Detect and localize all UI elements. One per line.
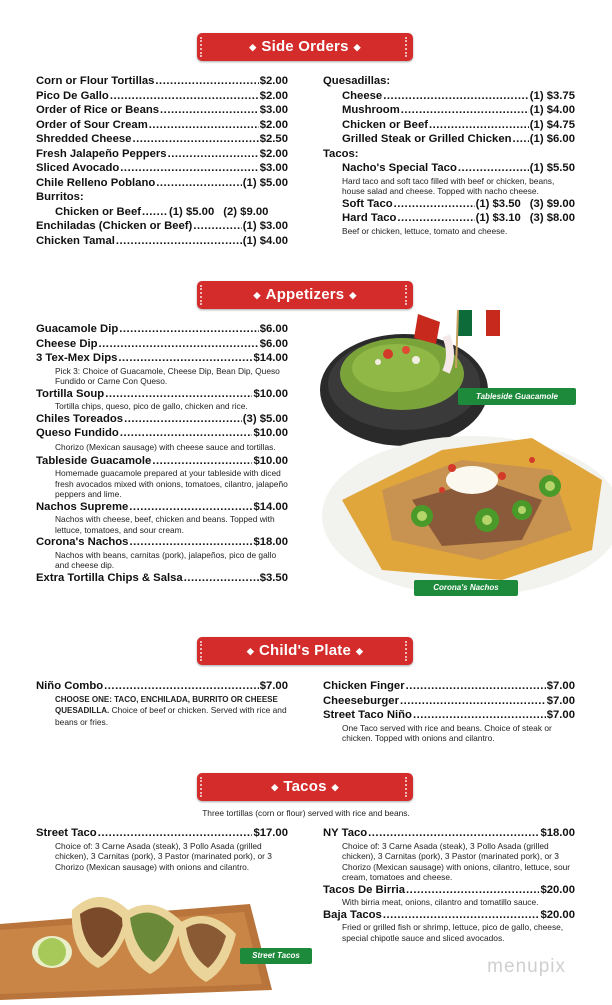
diamond-icon: ◆ [253, 290, 261, 300]
menu-item: Sliced Avocado ..... $3.00 [36, 161, 288, 176]
menu-item: Chiles Toreados ..... (3) $5.00 [36, 412, 288, 427]
menu-item: NY Taco ..... $18.00 [323, 826, 575, 841]
menu-item: Tortilla Soup ..... $10.00 [36, 387, 288, 402]
item-description: Tortilla chips, queso, pico de gallo, chicken and rice. [55, 401, 248, 411]
item-description: Nachos with beans, carnitas (pork), jalapeños, pico de gallo and cheese dip. [55, 549, 277, 570]
tacos-right [323, 826, 575, 943]
menu-item: Hard Taco ..... (1) $3.10 (3) $8.00 [323, 211, 575, 226]
diamond-icon: ◆ [271, 782, 279, 792]
appetizers-list [36, 322, 288, 585]
section-title: Appetizers [265, 286, 345, 303]
menu-item: Chicken or Beef ..... (1) $5.00 (2) $9.00 [36, 205, 288, 220]
menu-item: Street Taco ..... $17.00 [36, 826, 288, 841]
menu-item: Chile Relleno Poblano ..... (1) $5.00 [36, 176, 288, 191]
menu-item: Tableside Guacamole ..... $10.00 [36, 454, 288, 469]
tacos-label: Tacos: [323, 147, 359, 160]
diamond-icon: ◆ [249, 42, 257, 52]
menu-item: Street Taco Niño ..... $7.00 [323, 708, 575, 723]
side-orders-right [323, 74, 575, 236]
menu-item: Cheese Dip ..... $6.00 [36, 337, 288, 352]
diamond-icon: ◆ [246, 646, 254, 656]
menu-item: Queso Fundido ..... $10.00 [36, 426, 288, 441]
street-tacos-photo [0, 880, 272, 1000]
menu-item: Niño Combo ..... $7.00 [36, 679, 288, 694]
menu-item: Fresh Jalapeño Peppers ..... $2.00 [36, 147, 288, 162]
menu-item: Nachos Supreme ..... $14.00 [36, 500, 288, 515]
menu-item: Soft Taco ..... (1) $3.50 (3) $9.00 [323, 197, 575, 212]
burritos-label: Burritos: [36, 191, 84, 203]
item-description: Beef or chicken, lettuce, tomato and cheese. [342, 225, 508, 236]
menu-item: 3 Tex-Mex Dips ..... $14.00 [36, 351, 288, 366]
photo-tag: Street Tacos [240, 948, 312, 964]
menu-item: Cheese ..... (1) $3.75 [323, 89, 575, 104]
item-description: Choice of: 3 Carne Asada (steak), 3 Pollo Asada (grilled chicken), 3 Carnitas (pork), 3 Pastor (marinated pork), or 3 Chorizo (Mexican sausage) with onions and cilantro. [55, 840, 272, 872]
childs-plate-right [323, 679, 575, 744]
item-description: Nachos with cheese, beef, chicken and beans. Topped with lettuce, tomatoes, and sour cream. [55, 514, 275, 535]
nachos-photo [322, 420, 612, 600]
menu-item: Shredded Cheese ..... $2.50 [36, 132, 288, 147]
diamond-icon: ◆ [349, 290, 357, 300]
section-title: Tacos [283, 778, 327, 795]
menu-item: Grilled Steak or Grilled Chicken ..... (1) $6.00 [323, 132, 575, 147]
photo-tag: Corona's Nachos [414, 580, 518, 596]
item-description: CHOOSE ONE: TACO, ENCHILADA, BURRITO OR CHEESE QUESADILLA. Choice of beef or chicken. Served with rice and beans or fries. [55, 694, 287, 727]
tacos-left [36, 826, 288, 872]
menu-item: Chicken or Beef ..... (1) $4.75 [323, 118, 575, 133]
item-description: Chorizo (Mexican sausage) with cheese sauce and tortillas. [55, 441, 276, 452]
item-description: Homemade guacamole prepared at your tableside with diced fresh avocados mixed with onions, tomatoes, cilantro, jalapeño peppers and lime. [55, 468, 288, 499]
menu-item: Chicken Finger ..... $7.00 [323, 679, 575, 694]
tacos-note: Three tortillas (corn or flour) served with rice and beans. [202, 808, 410, 818]
menu-item: Pico De Gallo ..... $2.00 [36, 89, 288, 104]
menu-item: Tacos De Birria ..... $20.00 [323, 883, 575, 898]
menu-item: Nacho's Special Taco ..... (1) $5.50 [323, 161, 575, 176]
menu-item: Chicken Tamal ..... (1) $4.00 [36, 234, 288, 249]
item-description: Pick 3: Choice of Guacamole, Cheese Dip, Bean Dip, Queso Fundido or Carne Con Queso. [55, 365, 280, 386]
photo-tag: Tableside Guacamole [458, 388, 576, 405]
diamond-icon: ◆ [356, 646, 364, 656]
menu-item: Baja Tacos ..... $20.00 [323, 908, 575, 923]
side-orders-left [36, 74, 288, 248]
section-title: Child's Plate [258, 642, 352, 659]
item-description: With birria meat, onions, cilantro and tomatillo sauce. [342, 897, 539, 907]
diamond-icon: ◆ [331, 782, 339, 792]
menu-item: Order of Sour Cream ..... $2.00 [36, 118, 288, 133]
item-description: Choice of: 3 Carne Asada (steak), 3 Pollo Asada (grilled chicken), 3 Carnitas (pork), 3 Pastor (marinated pork), or 3 Chorizo (Mexican sausage) with onions, cilantro, lettuce, sour cream, tomatoes and cheese. [342, 840, 571, 882]
menu-item: Guacamole Dip ..... $6.00 [36, 322, 288, 337]
childs-plate-left [36, 679, 288, 727]
menu-item: Order of Rice or Beans ..... $3.00 [36, 103, 288, 118]
menu-item: Cheeseburger ..... $7.00 [323, 694, 575, 709]
diamond-icon: ◆ [353, 42, 361, 52]
item-description: One Taco served with rice and beans. Choice of steak or chicken. Topped with onions and cilantro. [342, 722, 552, 743]
menu-item: Corn or Flour Tortillas ..... $2.00 [36, 74, 288, 89]
menupix-watermark: menupix [487, 956, 566, 977]
menu-item: Extra Tortilla Chips & Salsa ..... $3.50 [36, 571, 288, 586]
item-description: Fried or grilled fish or shrimp, lettuce, pico de gallo, cheese, special chipotle sauce and sliced avocados. [342, 922, 564, 943]
tacos-banner [197, 773, 413, 801]
menu-item: Mushroom ..... (1) $4.00 [323, 103, 575, 118]
item-description: Hard taco and soft taco filled with beef or chicken, beans, house salad and cheese. Topped with nacho cheese. [342, 175, 555, 196]
childs-plate-banner [197, 637, 413, 665]
menu-item: Corona's Nachos ..... $18.00 [36, 535, 288, 550]
quesadillas-label: Quesadillas: [323, 75, 391, 87]
menu-item: Enchiladas (Chicken or Beef) ..... (1) $3.00 [36, 219, 288, 234]
side-orders-banner [197, 33, 413, 61]
section-title: Side Orders [261, 38, 349, 55]
